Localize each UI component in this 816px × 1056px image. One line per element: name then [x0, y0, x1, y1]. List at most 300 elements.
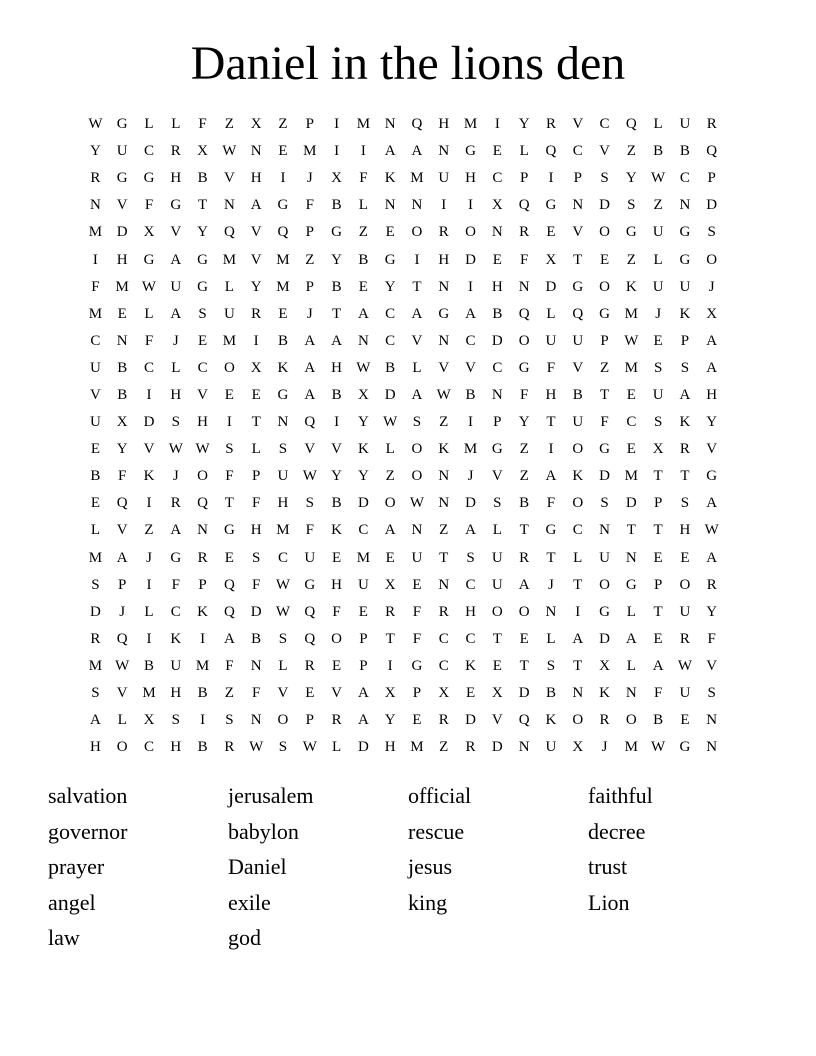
grid-letter: Z [519, 441, 529, 458]
grid-letter: S [600, 495, 609, 512]
grid-letter: Z [224, 116, 234, 133]
grid-letter: A [170, 305, 182, 322]
grid-letter: Q [116, 495, 128, 512]
grid-letter: E [358, 603, 368, 620]
grid-letter: Q [304, 630, 316, 647]
grid-letter: L [546, 630, 556, 647]
grid-letter: B [197, 685, 208, 702]
grid-letter: C [170, 603, 181, 620]
grid-letter: P [707, 170, 716, 187]
grid-letter: E [492, 143, 502, 160]
grid-letter: W [141, 278, 157, 295]
grid-letter: T [519, 657, 529, 674]
grid-letter: B [331, 197, 342, 214]
grid-letter: E [385, 549, 395, 566]
grid-letter: O [572, 712, 584, 729]
grid-letter: C [143, 359, 154, 376]
grid-letter: X [491, 197, 503, 214]
grid-letter: R [706, 576, 717, 593]
word-list-item: rescue [408, 818, 465, 844]
grid-letter: G [143, 170, 155, 187]
grid-letter: A [411, 386, 423, 403]
grid-letter: L [385, 441, 395, 458]
grid-letter: F [707, 630, 716, 647]
grid-letter: Q [518, 305, 530, 322]
grid-letter: Y [706, 414, 718, 431]
grid-letter: G [438, 305, 450, 322]
grid-letter: G [277, 386, 289, 403]
grid-letter: U [357, 576, 369, 593]
grid-letter: G [411, 657, 423, 674]
grid-letter: R [599, 712, 610, 729]
grid-letter: C [143, 143, 154, 160]
grid-letter: W [115, 657, 130, 674]
grid-letter: D [545, 278, 557, 295]
grid-letter: R [679, 441, 690, 458]
grid-letter: R [90, 630, 101, 647]
grid-letter: U [545, 332, 557, 349]
grid-letter: C [492, 170, 503, 187]
grid-letter: N [491, 224, 503, 241]
grid-letter: S [278, 630, 288, 647]
grid-letter: X [250, 359, 262, 376]
grid-letter: Z [626, 143, 636, 160]
grid-letter: D [465, 251, 476, 268]
grid-letter: N [491, 386, 503, 403]
grid-letter: B [197, 170, 208, 187]
grid-letter: S [225, 441, 234, 458]
grid-letter: X [491, 685, 503, 702]
grid-letter: X [250, 116, 262, 133]
grid-letter: Z [599, 359, 610, 376]
grid-letter: N [411, 197, 423, 214]
grid-letter: Q [277, 224, 289, 241]
grid-letter: C [143, 739, 154, 756]
grid-letter: L [546, 305, 556, 322]
grid-letter: I [226, 414, 232, 431]
grid-letter: K [197, 603, 208, 620]
grid-letter: H [170, 170, 182, 187]
grid-letter: K [438, 441, 450, 458]
grid-letter: U [89, 414, 101, 431]
grid-letter: E [546, 224, 556, 241]
grid-letter: N [625, 685, 637, 702]
grid-letter: I [414, 251, 420, 268]
grid-letter: B [679, 143, 690, 160]
grid-letter: Y [384, 712, 396, 729]
grid-letter: S [707, 685, 716, 702]
grid-letter: M [142, 685, 156, 702]
grid-letter: O [599, 576, 610, 593]
grid-letter: N [384, 116, 396, 133]
grid-letter: Z [305, 251, 315, 268]
grid-letter: V [143, 441, 155, 458]
grid-letter: N [197, 522, 208, 539]
grid-letter: D [625, 495, 637, 512]
word-list-item: prayer [48, 854, 105, 879]
grid-letter: G [170, 549, 182, 566]
grid-letter: H [116, 251, 128, 268]
grid-letter: F [600, 414, 609, 431]
grid-letter: Z [358, 224, 368, 241]
grid-letter: E [626, 386, 636, 403]
grid-letter: F [118, 468, 127, 485]
grid-letter: K [170, 630, 182, 647]
grid-letter: L [171, 359, 181, 376]
grid-letter: N [116, 332, 128, 349]
grid-letter: F [225, 468, 234, 485]
grid-letter: O [384, 495, 396, 512]
grid-letter: A [116, 549, 128, 566]
grid-letter: N [438, 332, 450, 349]
grid-letter: W [436, 386, 451, 403]
grid-letter: C [572, 143, 583, 160]
grid-letter: K [679, 305, 691, 322]
grid-letter: L [626, 657, 636, 674]
grid-letter: X [384, 576, 396, 593]
grid-letter: B [143, 657, 154, 674]
grid-letter: V [411, 332, 423, 349]
grid-letter: E [331, 549, 342, 566]
grid-letter: L [144, 305, 154, 322]
grid-letter: R [438, 603, 449, 620]
grid-letter: Y [250, 278, 262, 295]
grid-letter: M [88, 224, 103, 241]
grid-letter: E [519, 630, 529, 647]
grid-letter: M [410, 739, 424, 756]
word-list-item: faithful [588, 783, 653, 808]
grid-letter: Q [411, 116, 423, 133]
grid-letter: H [331, 576, 342, 593]
grid-letter: H [465, 170, 476, 187]
grid-letter: Z [144, 522, 154, 539]
grid-letter: G [223, 522, 235, 539]
grid-letter: K [599, 685, 610, 702]
grid-letter: U [277, 468, 289, 485]
grid-letter: C [438, 657, 449, 674]
grid-letter: A [331, 332, 342, 349]
grid-letter: T [653, 468, 663, 485]
grid-letter: W [356, 359, 371, 376]
grid-letter: Q [197, 495, 208, 512]
grid-letter: W [302, 739, 317, 756]
grid-letter: K [357, 441, 369, 458]
grid-letter: O [572, 441, 584, 458]
grid-letter: Q [116, 630, 128, 647]
grid-letter: W [88, 116, 103, 133]
grid-letter: D [357, 495, 369, 512]
grid-letter: N [518, 278, 530, 295]
grid-letter: E [278, 143, 288, 160]
grid-letter: U [545, 739, 557, 756]
grid-letter: E [653, 332, 663, 349]
grid-letter: S [305, 495, 314, 512]
grid-letter: U [116, 143, 128, 160]
grid-letter: R [170, 143, 181, 160]
grid-letter: G [625, 224, 637, 241]
grid-letter: Q [223, 224, 235, 241]
grid-letter: O [411, 441, 423, 458]
grid-letter: M [88, 549, 103, 566]
grid-letter: S [91, 685, 100, 702]
grid-letter: E [492, 657, 502, 674]
grid-letter: N [438, 143, 450, 160]
grid-letter: Y [89, 143, 101, 160]
grid-letter: N [706, 712, 718, 729]
grid-letter: I [146, 495, 152, 512]
grid-letter: G [170, 197, 182, 214]
grid-letter: E [385, 224, 395, 241]
grid-letter: A [518, 576, 530, 593]
grid-letter: N [250, 657, 262, 674]
grid-letter: W [195, 441, 210, 458]
grid-letter: I [146, 576, 152, 593]
grid-letter: V [438, 359, 450, 376]
grid-letter: W [677, 657, 693, 674]
grid-letter: G [545, 197, 557, 214]
grid-letter: T [412, 278, 422, 295]
grid-letter: W [704, 522, 719, 539]
grid-letter: I [575, 603, 581, 620]
grid-letter: E [331, 657, 342, 674]
grid-letter: H [384, 739, 396, 756]
grid-letter: D [384, 386, 396, 403]
grid-letter: X [706, 305, 718, 322]
grid-letter: A [679, 386, 691, 403]
grid-letter: Q [518, 197, 530, 214]
grid-letter: Q [304, 414, 316, 431]
grid-letter: E [90, 441, 100, 458]
grid-letter: N [545, 603, 557, 620]
grid-letter: V [170, 224, 182, 241]
grid-letter: V [116, 522, 128, 539]
word-list-item: law [48, 925, 80, 950]
grid-letter: I [441, 197, 447, 214]
grid-letter: E [198, 332, 208, 349]
grid-letter: M [222, 332, 237, 349]
grid-letter: Z [439, 739, 449, 756]
grid-letter: V [599, 143, 610, 160]
grid-letter: F [144, 332, 154, 349]
grid-letter: E [224, 386, 234, 403]
grid-letter: V [706, 441, 718, 458]
grid-letter: S [171, 712, 180, 729]
word-list-item: babylon [228, 818, 299, 844]
grid-letter: X [572, 739, 584, 756]
grid-letter: B [465, 386, 476, 403]
grid-letter: U [679, 116, 691, 133]
grid-letter: A [304, 332, 316, 349]
grid-letter: M [195, 657, 210, 674]
grid-letter: D [599, 468, 610, 485]
grid-letter: Z [519, 468, 529, 485]
grid-letter: E [653, 549, 663, 566]
grid-letter: C [358, 522, 369, 539]
word-list-item: trust [588, 854, 628, 879]
grid-letter: V [116, 197, 128, 214]
grid-letter: C [572, 522, 583, 539]
word-list-item: Lion [588, 889, 630, 915]
grid-letter: R [197, 549, 208, 566]
grid-letter: J [655, 305, 662, 322]
grid-letter: F [519, 251, 529, 268]
grid-letter: E [680, 549, 690, 566]
grid-letter: T [573, 251, 583, 268]
grid-letter: H [170, 739, 182, 756]
grid-letter: O [599, 224, 610, 241]
grid-letter: M [624, 359, 638, 376]
grid-letter: S [680, 495, 690, 512]
grid-letter: F [332, 603, 341, 620]
grid-letter: S [653, 359, 663, 376]
letter-grid [82, 111, 725, 761]
grid-letter: P [198, 576, 207, 593]
grid-letter: M [88, 305, 103, 322]
word-list-item: jesus [408, 854, 452, 879]
grid-letter: T [198, 197, 208, 214]
grid-letter: M [463, 116, 478, 133]
grid-letter: N [518, 739, 530, 756]
grid-letter: G [116, 170, 128, 187]
grid-letter: X [197, 143, 208, 160]
grid-letter: F [305, 197, 314, 214]
grid-letter: O [518, 603, 530, 620]
grid-letter: P [252, 468, 261, 485]
grid-letter: R [519, 549, 530, 566]
grid-letter: A [465, 522, 476, 539]
grid-letter: L [573, 549, 583, 566]
grid-letter: I [200, 712, 206, 729]
grid-letter: P [305, 116, 314, 133]
word-list-item: governor [48, 818, 128, 844]
grid-letter: K [277, 359, 289, 376]
grid-letter: Q [706, 143, 718, 160]
grid-letter: S [252, 549, 261, 566]
grid-letter: V [89, 386, 101, 403]
grid-letter: P [573, 170, 582, 187]
grid-letter: A [304, 359, 316, 376]
grid-letter: S [627, 197, 636, 214]
grid-letter: Y [625, 170, 637, 187]
grid-letter: A [706, 495, 718, 512]
grid-letter: B [653, 712, 664, 729]
grid-letter: P [118, 576, 127, 593]
grid-letter: A [304, 386, 316, 403]
grid-letter: F [546, 495, 556, 512]
grid-letter: R [465, 739, 476, 756]
grid-letter: G [572, 278, 584, 295]
grid-letter: F [359, 170, 368, 187]
grid-letter: T [331, 305, 342, 322]
grid-letter: J [306, 305, 313, 322]
grid-letter: V [491, 468, 503, 485]
grid-letter: S [278, 441, 288, 458]
grid-letter: P [519, 170, 529, 187]
grid-letter: L [492, 522, 502, 539]
grid-letter: R [438, 712, 449, 729]
grid-letter: E [305, 685, 315, 702]
grid-letter: L [90, 522, 100, 539]
grid-letter: H [170, 386, 182, 403]
grid-letter: F [546, 359, 556, 376]
grid-letter: G [679, 224, 691, 241]
word-list-item: jerusalem [228, 783, 314, 808]
grid-letter: Y [331, 468, 342, 485]
grid-letter: Y [197, 224, 208, 241]
grid-letter: L [251, 441, 261, 458]
grid-letter: X [384, 685, 396, 702]
grid-letter: D [599, 630, 610, 647]
grid-letter: M [276, 278, 290, 295]
grid-letter: X [331, 170, 342, 187]
grid-letter: O [116, 739, 128, 756]
page-title: Daniel in the lions den [190, 37, 626, 90]
grid-letter: K [143, 468, 155, 485]
grid-letter: R [304, 657, 315, 674]
grid-letter: I [468, 278, 474, 295]
grid-letter: Q [545, 143, 557, 160]
grid-letter: V [250, 251, 262, 268]
grid-letter: M [356, 116, 371, 133]
grid-letter: F [171, 576, 180, 593]
grid-letter: K [572, 468, 584, 485]
grid-letter: V [223, 170, 235, 187]
grid-letter: F [412, 630, 422, 647]
grid-letter: Q [223, 576, 235, 593]
grid-letter: B [277, 332, 288, 349]
grid-letter: E [251, 386, 261, 403]
grid-letter: P [493, 414, 502, 431]
grid-letter: H [438, 251, 450, 268]
grid-letter: D [357, 739, 369, 756]
grid-letter: C [277, 549, 288, 566]
grid-letter: E [492, 251, 502, 268]
grid-letter: O [331, 630, 342, 647]
grid-letter: Z [439, 522, 449, 539]
grid-letter: N [438, 495, 450, 512]
grid-letter: Y [331, 251, 342, 268]
grid-letter: J [467, 468, 474, 485]
grid-letter: C [438, 630, 449, 647]
grid-letter: S [466, 549, 475, 566]
grid-letter: T [680, 468, 690, 485]
grid-letter: G [706, 468, 718, 485]
grid-letter: V [572, 359, 584, 376]
grid-letter: B [251, 630, 262, 647]
grid-letter: T [251, 414, 261, 431]
grid-letter: B [358, 251, 369, 268]
grid-letter: F [252, 495, 261, 512]
grid-letter: L [171, 116, 181, 133]
grid-letter: F [653, 685, 663, 702]
grid-letter: A [411, 305, 423, 322]
grid-letter: L [117, 712, 127, 729]
grid-letter: U [572, 414, 584, 431]
grid-letter: U [304, 549, 316, 566]
grid-letter: D [706, 197, 718, 214]
grid-letter: H [438, 116, 450, 133]
grid-letter: G [599, 441, 610, 458]
grid-letter: O [625, 712, 637, 729]
grid-letter: V [572, 116, 584, 133]
grid-letter: I [468, 414, 474, 431]
grid-letter: G [599, 305, 610, 322]
grid-letter: C [90, 332, 101, 349]
grid-letter: S [707, 224, 716, 241]
grid-letter: A [223, 630, 235, 647]
grid-letter: M [624, 305, 638, 322]
grid-letter: C [492, 359, 503, 376]
